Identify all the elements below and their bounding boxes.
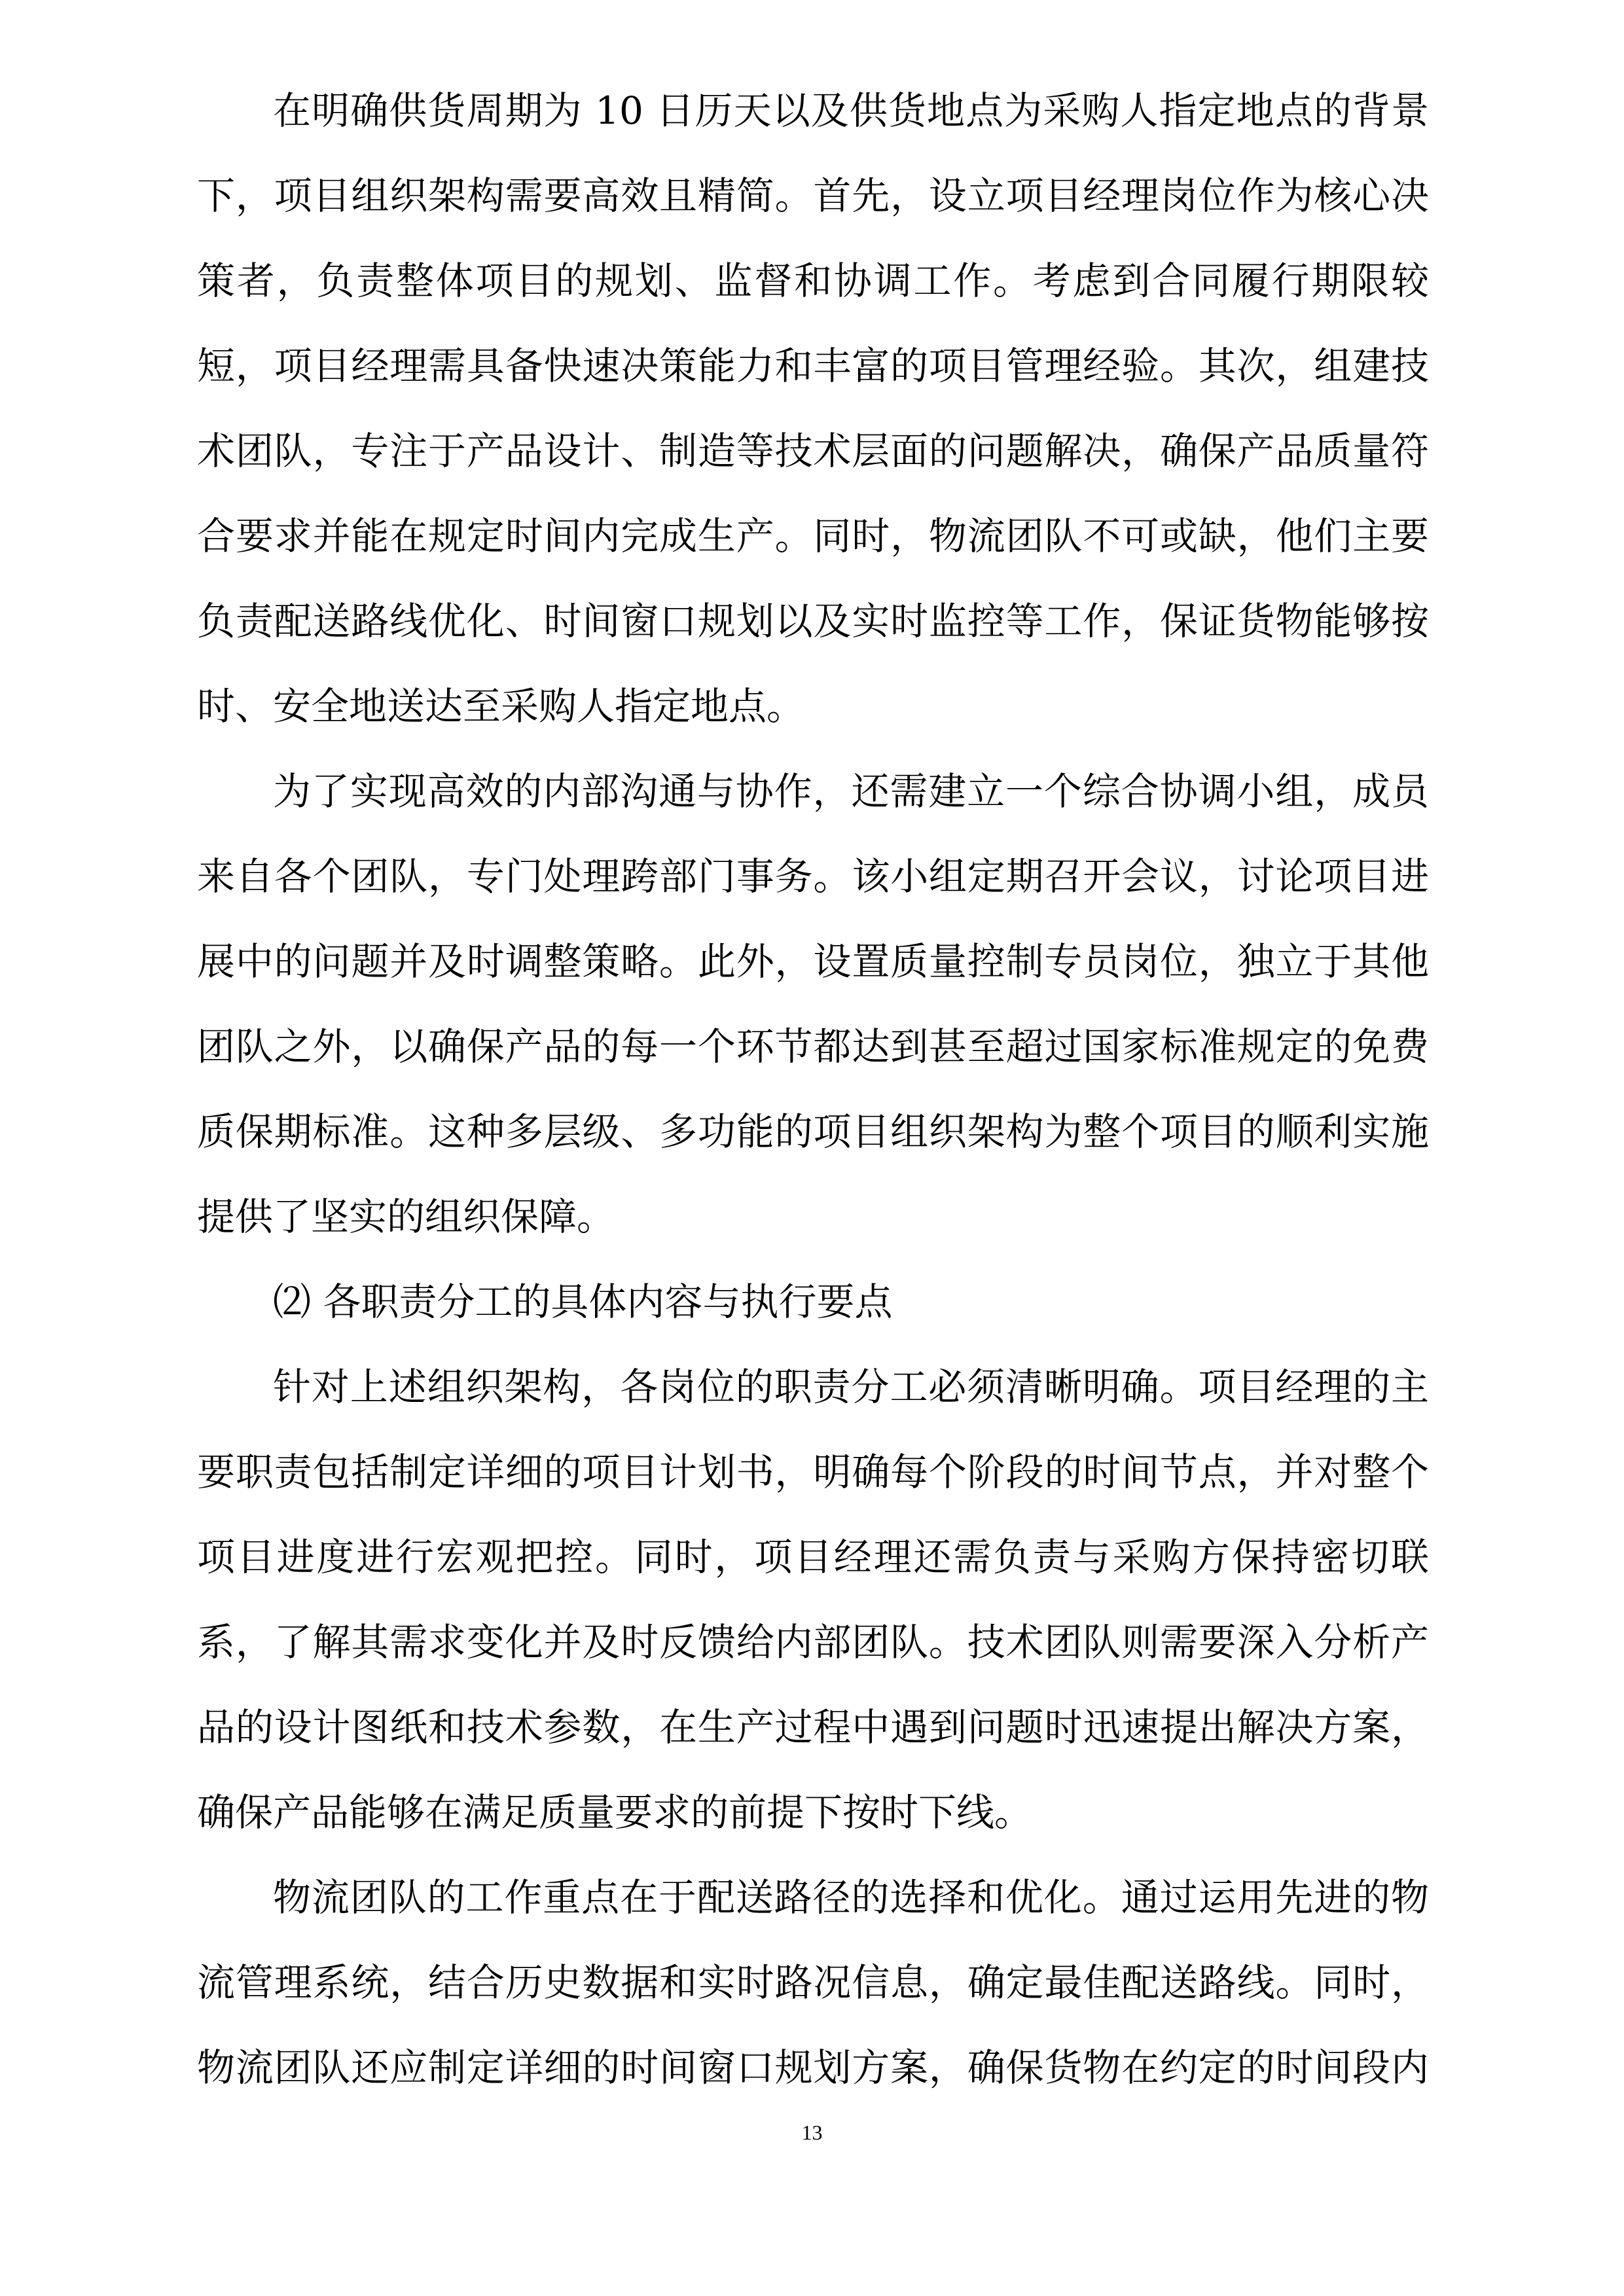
text-line: 项目进度进行宏观把控。同时，项目经理还需负责与采购方保持密切联 <box>197 1535 1429 1579</box>
text-line: 质保期标准。这种多层级、多功能的项目组织架构为整个项目的顺利实施 <box>197 1109 1429 1154</box>
text-line: 系，了解其需求变化并及时反馈给内部团队。技术团队则需要深入分析产 <box>197 1620 1429 1664</box>
paragraph-delivery-organization <box>197 68 1429 749</box>
text-line: 物流团队的工作重点在于配送路径的选择和优化。通过运用先进的物 <box>273 1875 1429 1920</box>
paragraph-coordination-group <box>197 749 1429 1259</box>
text-line: 下，项目组织架构需要高效且精简。首先，设立项目经理岗位作为核心决 <box>197 173 1429 218</box>
text-line: 团队之外，以确保产品的每一个环节都达到甚至超过国家标准规定的免费 <box>197 1024 1429 1069</box>
text-line: 流管理系统，结合历史数据和实时路况信息，确定最佳配送路线。同时， <box>197 1960 1429 2005</box>
text-line: 提供了坚实的组织保障。 <box>197 1194 615 1239</box>
text-line: 来自各个团队，专门处理跨部门事务。该小组定期召开会议，讨论项目进 <box>197 854 1429 899</box>
text-line: 要职责包括制定详细的项目计划书，明确每个阶段的时间节点，并对整个 <box>197 1450 1429 1494</box>
text-line: 策者，负责整体项目的规划、监督和协调工作。考虑到合同履行期限较 <box>197 259 1429 303</box>
text-line: 时、安全地送达至采购人指定地点。 <box>197 684 805 728</box>
text-line: 在明确供货周期为 10 日历天以及供货地点为采购人指定地点的背景 <box>273 88 1429 133</box>
body-text <box>197 68 1429 2110</box>
text-line: 物流团队还应制定详细的时间窗口规划方案，确保货物在约定的时间段内 <box>197 2045 1429 2090</box>
text-line: 短，项目经理需具备快速决策能力和丰富的项目管理经验。其次，组建技 <box>197 344 1429 388</box>
text-line: 针对上述组织架构，各岗位的职责分工必须清晰明确。项目经理的主 <box>273 1365 1429 1409</box>
text-line: 展中的问题并及时调整策略。此外，设置质量控制专员岗位，独立于其他 <box>197 939 1429 984</box>
text-line: 确保产品能够在满足质量要求的前提下按时下线。 <box>197 1790 1033 1835</box>
paragraph-logistics <box>197 1855 1429 2110</box>
text-line: 术团队，专注于产品设计、制造等技术层面的问题解决，确保产品质量符 <box>197 429 1429 473</box>
paragraph-responsibilities <box>197 1344 1429 1855</box>
text-line: 合要求并能在规定时间内完成生产。同时，物流团队不可或缺，他们主要 <box>197 514 1429 558</box>
section-heading: ⑵ 各职责分工的具体内容与执行要点 <box>273 1280 893 1324</box>
page-number: 13 <box>801 2121 823 2144</box>
text-line: 为了实现高效的内部沟通与协作，还需建立一个综合协调小组，成员 <box>273 769 1429 814</box>
text-line: 负责配送路线优化、时间窗口规划以及实时监控等工作，保证货物能够按 <box>197 599 1429 643</box>
text-line: 品的设计图纸和技术参数，在生产过程中遇到问题时迅速提出解决方案， <box>197 1705 1429 1749</box>
